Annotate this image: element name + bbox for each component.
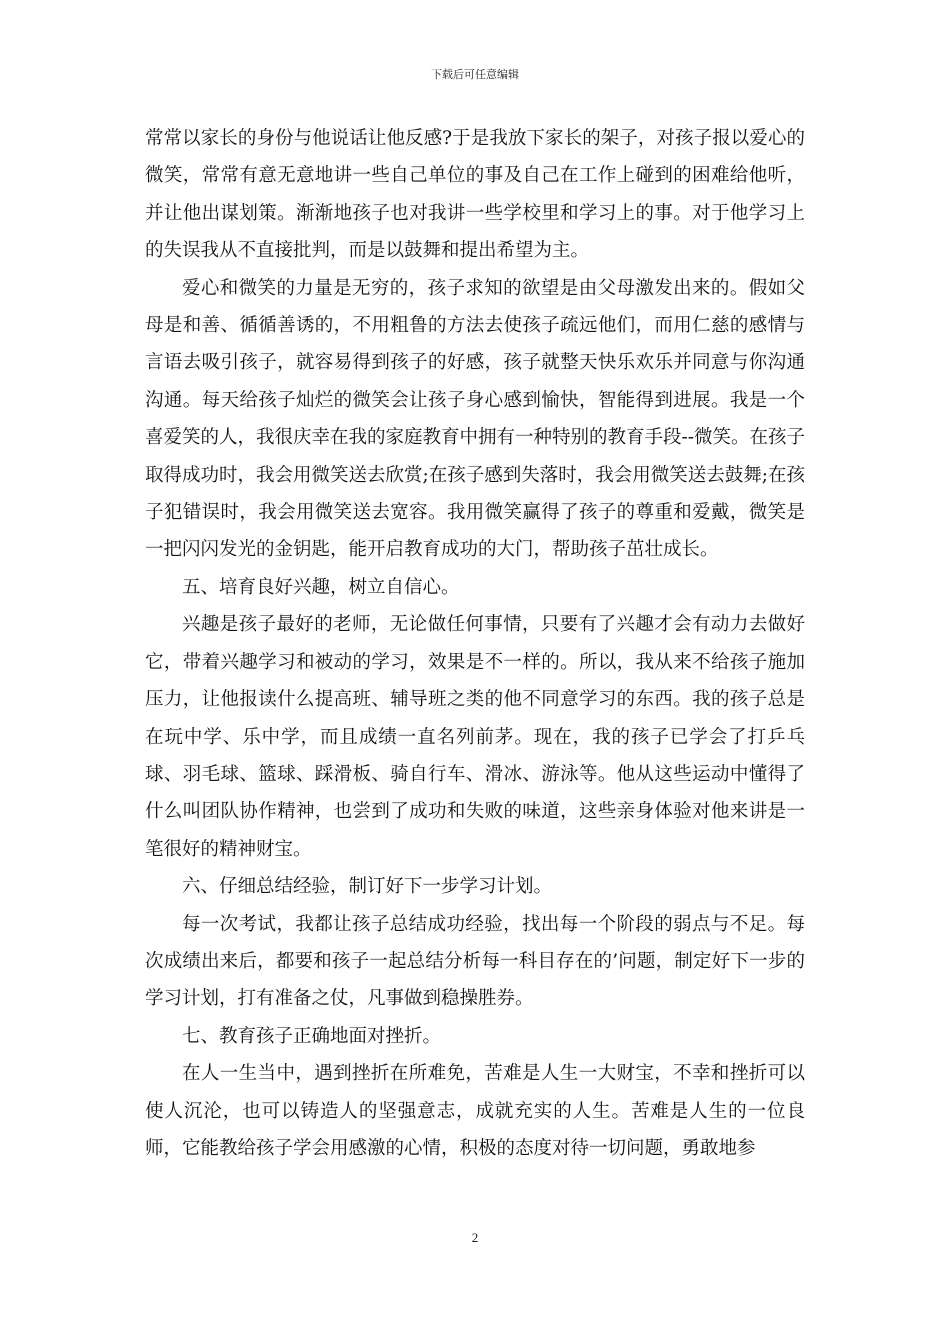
document-body (145, 120, 805, 1167)
page-header: 下载后可任意编辑 (431, 68, 519, 81)
section-heading-7: 七、教育孩子正确地面对挫折。 (182, 1025, 442, 1047)
section-heading-5: 五、培育良好兴趣，树立自信心。 (182, 576, 460, 598)
paragraph-2: 爱心和微笑的力量是无穷的，孩子求知的欲望是由父母激发出来的。假如父母是和善、循循善诱的，不用粗鲁的方法去使孩子疏远他们，而用仁慈的感情与言语去吸引孩子，就容易得到孩子的好感，孩子就整天快乐欢乐并同意与你沟通沟通。每天给孩子灿烂的微笑会让孩子身心感到愉快，智能得到进展。我是一个喜爱笑的人，我很庆幸在我的家庭教育中拥有一种特别的教育手段--微笑。在孩子取得成功时，我会用微笑送去欣赏;在孩子感到失落时，我会用微笑送去鼓舞;在孩子犯错误时，我会用微笑送去宽容。我用微笑赢得了孩子的尊重和爱戴，微笑是一把闪闪发光的金钥匙，能开启教育成功的大门，帮助孩子茁壮成长。 (145, 277, 806, 561)
paragraph-4: 每一次考试，我都让孩子总结成功经验，找出每一个阶段的弱点与不足。每次成绩出来后，都要和孩子一起总结分析每一科目存在的’问题，制定好下一步的学习计划，打有准备之仗，凡事做到稳操胜券。 (145, 913, 805, 1010)
paragraph-5: 在人一生当中，遇到挫折在所难免，苦难是人生一大财宝，不幸和挫折可以使人沉沦，也可以铸造人的坚强意志，成就充实的人生。苦难是人生的一位良师，它能教给孩子学会用感激的心情，积极的态度对待一切问题，勇敢地参 (145, 1063, 805, 1159)
page-number: 2 (471, 1230, 479, 1245)
section-heading-6: 六、仔细总结经验，制订好下一步学习计划。 (182, 876, 553, 898)
paragraph-1: 常常以家长的身份与他说话让他反感?于是我放下家长的架子，对孩子报以爱心的微笑，常常有意无意地讲一些自己单位的事及自己在工作上碰到的困难给他听，并让他出谋划策。渐渐地孩子也对我讲一些学校里和学习上的事。对于他学习上的失误我从不直接批判，而是以鼓舞和提出希望为主。 (145, 128, 805, 262)
paragraph-3: 兴趣是孩子最好的老师，无论做任何事情，只要有了兴趣才会有动力去做好它，带着兴趣学习和被动的学习，效果是不一样的。所以，我从来不给孩子施加压力，让他报读什么提高班、辅导班之类的他不同意学习的东西。我的孩子总是在玩中学、乐中学，而且成绩一直名列前茅。现在，我的孩子已学会了打乒乓球、羽毛球、篮球、踩滑板、骑自行车、滑冰、游泳等。他从这些运动中懂得了什么叫团队协作精神，也尝到了成功和失败的味道，这些亲身体验对他来讲是一笔很好的精神财宝。 (145, 614, 805, 860)
